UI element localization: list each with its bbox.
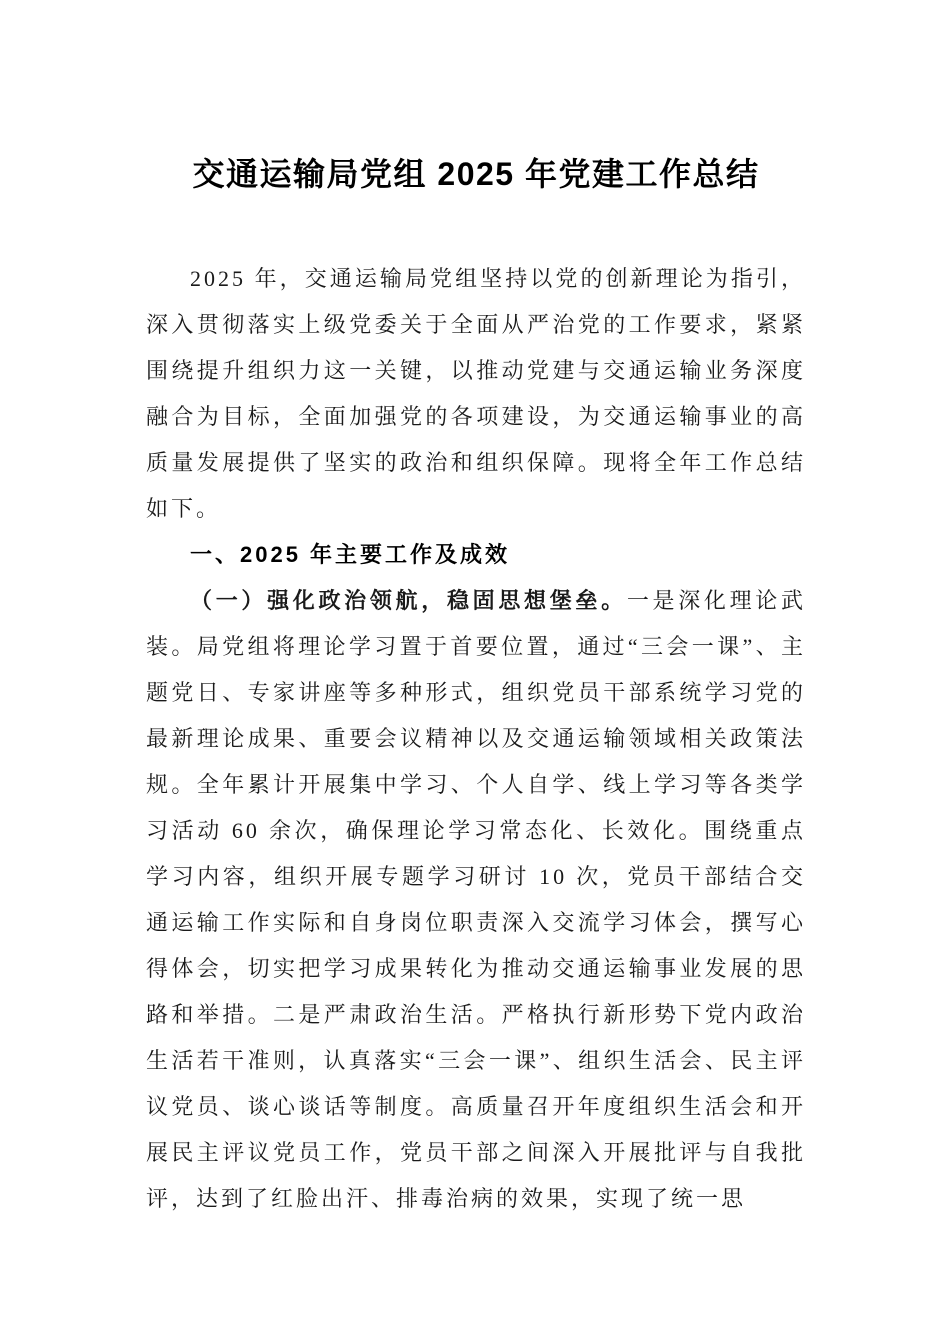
document-title: 交通运输局党组 2025 年党建工作总结 [192, 156, 760, 192]
section-item-paragraph [146, 578, 806, 1222]
intro-paragraph: 2025 年，交通运输局党组坚持以党的创新理论为指引，深入贯彻落实上级党委关于全面从严治党的工作要求，紧紧围绕提升组织力这一关键，以推动党建与交通运输业务深度融合为目标，全面加强党的各项建设，为交通运输事业的高质量发展提供了坚实的政治和组织保障。现将全年工作总结如下。 [146, 266, 806, 521]
item-lead-text: （一）强化政治领航，稳固思想堡垒。 [190, 588, 627, 613]
section-heading: 一、2025 年主要工作及成效 [190, 542, 511, 567]
item-body-text: 一是深化理论武装。局党组将理论学习置于首要位置，通过“三会一课”、主题党日、专家讲座等多种形式，组织党员干部系统学习党的最新理论成果、重要会议精神以及交通运输领域相关政策法规。全年累计开展集中学习、个人自学、线上学习等各类学习活动 60 余次，确保理论学习常态化、长效化。围绕重点学习内容，组织开展专题学习研讨 10 次，党员干部结合交通运输工作实际和自身岗位职责深入交流学习体会，撰写心得体会，切实把学习成果转化为推动交通运输事业发展的思路和举措。二是严肃政治生活。严格执行新形势下党内政治生活若干准则，认真落实“三会一课”、组织生活会、民主评议党员、谈心谈话等制度。高质量召开年度组织生活会和开展民主评议党员工作，党员干部之间深入开展批评与自我批评，达到了红脸出汗、排毒治病的效果，实现了统一思 [146, 588, 806, 1211]
